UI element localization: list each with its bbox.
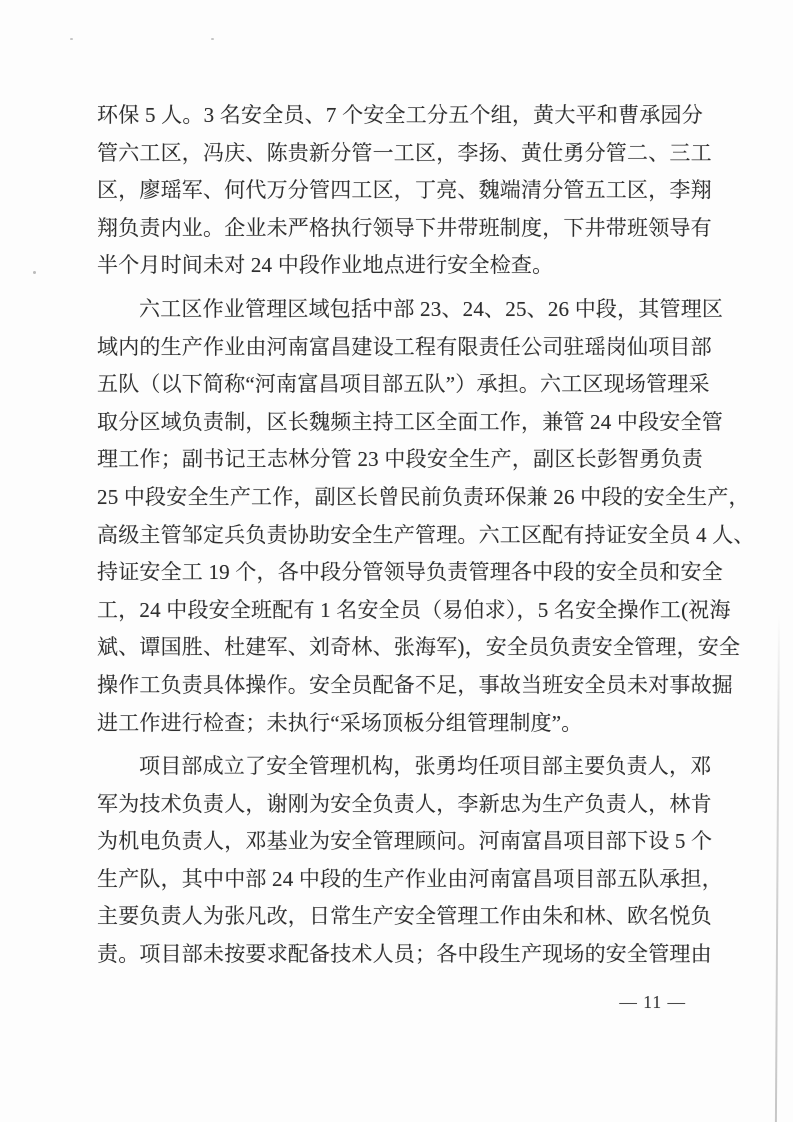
text-line: 生产队，其中中部 24 中段的生产作业由河南富昌项目部五队承担， [97,866,723,891]
text-line: 取分区域负责制，区长魏频主持工区全面工作，兼管 24 中段安全管 [97,409,723,434]
scan-speck [70,38,73,40]
text-line: 持证安全工 19 个，各中段分管领导负责管理各中段的安全员和安全 [97,560,723,585]
text-line: 军为技术负责人，谢刚为安全负责人，李新忠为生产负责人，林肯 [97,791,712,816]
text-line: 主要负责人为张凡改，日常生产安全管理工作由朱和林、欧名悦负 [97,904,712,929]
document-body [97,97,755,974]
text-line: 操作工负责具体操作。安全员配备不足，事故当班安全员未对事故掘 [97,672,733,697]
page-number: — 11 — [619,992,686,1012]
text-line: 翔负责内业。企业未严格执行领导下井带班制度，下井带班领导有 [97,215,712,240]
text-line: 六工区作业管理区域包括中部 23、24、25、26 中段，其管理区 [139,296,724,321]
text-line: 域内的生产作业由河南富昌建设工程有限责任公司驻瑶岗仙项目部 [97,334,712,359]
scan-speck [33,271,36,274]
scan-speck [211,38,214,40]
text-line: 高级主管邹定兵负责协助安全生产管理。六工区配有持证安全员 4 人、 [97,522,755,547]
text-line: 责。项目部未按要求配备技术人员；各中段生产现场的安全管理由 [97,942,712,967]
text-line: 斌、谭国胜、杜建军、刘奇林、张海军)，安全员负责安全管理，安全 [97,635,741,660]
scan-edge-artifact [775,615,780,1122]
text-line: 环保 5 人。3 名安全员、7 个安全工分五个组，黄大平和曹承园分 [97,103,703,127]
text-line: 半个月时间未对 24 中段作业地点进行安全检查。 [97,253,554,278]
paragraph [97,748,723,974]
text-line: 为机电负责人，邓基业为安全管理顾问。河南富昌项目部下设 5 个 [97,829,713,854]
text-line: 进工作进行检查；未执行“采场顶板分组管理制度”。 [97,710,583,735]
text-line: 25 中段安全生产工作，副区长曾民前负责环保兼 26 中段的安全生产， [97,484,750,509]
text-line: 五队（以下简称“河南富昌项目部五队”）承担。六工区现场管理采 [97,372,710,397]
text-line: 理工作；副书记王志林分管 23 中段安全生产，副区长彭智勇负责 [97,447,703,472]
text-line: 工，24 中段安全班配有 1 名安全员（易伯求），5 名安全操作工(祝海 [97,597,731,622]
text-line: 区，廖瑶军、何代万分管四工区，丁亮、魏端清分管五工区，李翔 [97,178,712,203]
text-line: 管六工区，冯庆、陈贵新分管一工区，李扬、黄仕勇分管二、三工 [97,140,712,165]
text-line: 项目部成立了安全管理机构，张勇均任项目部主要负责人，邓 [139,754,712,779]
paragraph [97,97,712,285]
paragraph [97,291,755,742]
